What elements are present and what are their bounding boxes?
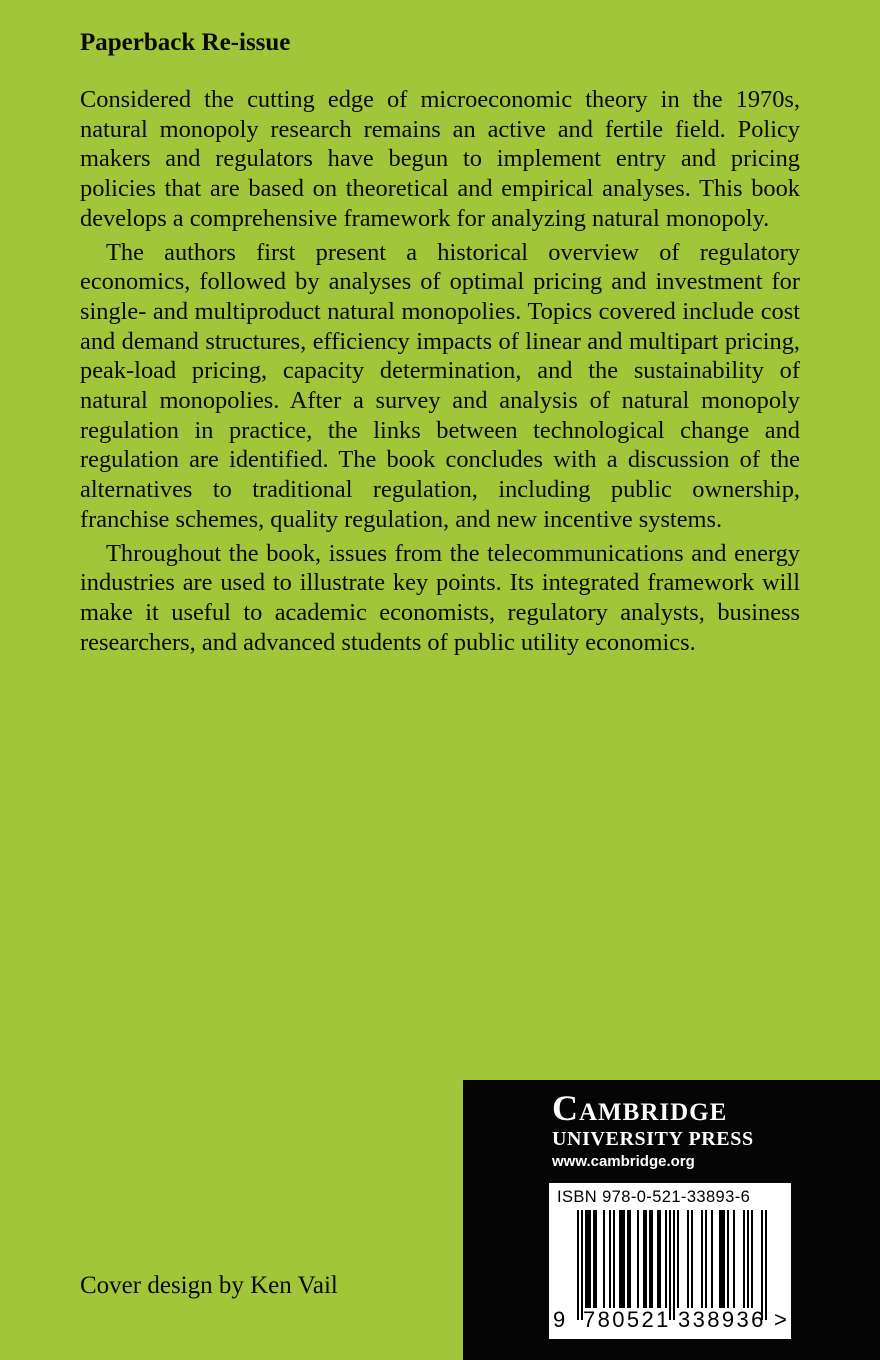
barcode-bar xyxy=(673,1210,675,1320)
barcode-bar xyxy=(747,1210,749,1308)
publisher-block xyxy=(463,1080,880,1360)
barcode-bar xyxy=(727,1210,729,1308)
barcode-right-group: 338936 xyxy=(678,1307,766,1332)
barcode-bar xyxy=(705,1210,707,1308)
barcode-bar xyxy=(587,1210,589,1308)
barcode-bar xyxy=(577,1210,579,1320)
barcode-bar xyxy=(719,1210,721,1308)
barcode-lead-digit: 9 xyxy=(553,1307,566,1332)
barcode-bar xyxy=(721,1210,723,1308)
barcode-bar xyxy=(665,1210,667,1308)
barcode-bar xyxy=(659,1210,661,1308)
barcode-bar xyxy=(593,1210,595,1308)
barcode-bar xyxy=(645,1210,647,1308)
isbn-label: ISBN 978-0-521-33893-6 xyxy=(557,1188,751,1206)
barcode-bar xyxy=(669,1210,671,1320)
barcode-bar xyxy=(761,1210,763,1320)
book-description xyxy=(80,85,800,661)
barcode-bar xyxy=(629,1210,631,1308)
barcode-bar xyxy=(619,1210,621,1308)
description-paragraph-1: Considered the cutting edge of microeconomic theory in the 1970s, natural monopoly research remains an active and fertile field. Policy makers and regulators have begun to implement entry and pricing policies that are based on theoretical and empirical analyses. This book develops a comprehensive framework for analyzing natural monopoly. xyxy=(80,86,800,232)
barcode-bar xyxy=(609,1210,611,1308)
barcode-end-mark: > xyxy=(774,1307,787,1332)
barcode-left-group: 780521 xyxy=(583,1307,671,1332)
publisher-name: Cambridge xyxy=(552,1088,728,1128)
publisher-url[interactable]: www.cambridge.org xyxy=(552,1153,695,1170)
barcode-bar xyxy=(649,1210,651,1308)
description-paragraph-3: Throughout the book, issues from the telecommunications and energy industries are used to illustrate key points. Its integrated framework will make it useful to academic economists, regulatory analysts, business researchers, and advanced students of public utility economics. xyxy=(80,539,800,656)
barcode-bar xyxy=(651,1210,653,1308)
barcode-bar xyxy=(687,1210,689,1308)
barcode-bar xyxy=(623,1210,625,1308)
barcode-bar xyxy=(743,1210,745,1308)
barcode-bar xyxy=(723,1210,725,1308)
barcode-bar xyxy=(595,1210,597,1308)
description-paragraph-2: The authors first present a historical overview of regulatory economics, followed by analyses of optimal pricing and investment for single- and multiproduct natural monopolies. Topics covered include cost and demand structures, efficiency impacts of linear and multipart pricing, peak-load pricing, capacity determination, and the sustainability of natural monopolies. After a survey and analysis of natural monopoly regulation in practice, the links between technological change and regulation are identified. The book concludes with a discussion of the alternatives to traditional regulation, including public ownership, franchise schemes, quality regulation, and new incentive systems. xyxy=(80,238,800,533)
barcode-bar xyxy=(585,1210,587,1308)
publisher-subtitle: UNIVERSITY PRESS xyxy=(552,1128,754,1150)
barcode-bar xyxy=(637,1210,639,1308)
barcode-bar xyxy=(657,1210,659,1308)
barcode-box xyxy=(549,1183,791,1339)
barcode-bar xyxy=(711,1210,713,1308)
barcode-bar xyxy=(751,1210,753,1308)
barcode-bar xyxy=(627,1210,629,1308)
barcode-bar xyxy=(581,1210,583,1320)
barcode-bar xyxy=(621,1210,623,1308)
barcode-bar xyxy=(613,1210,615,1308)
barcode-bar xyxy=(733,1210,735,1308)
barcode-bar xyxy=(677,1210,679,1308)
barcode-bar xyxy=(603,1210,605,1308)
cover-design-credit: Cover design by Ken Vail xyxy=(80,1272,338,1299)
barcode-bar xyxy=(589,1210,591,1308)
reissue-label: Paperback Re-issue xyxy=(80,29,291,56)
barcode-bar xyxy=(765,1210,767,1320)
barcode-bar xyxy=(691,1210,693,1308)
barcode-bar xyxy=(701,1210,703,1308)
barcode-bar xyxy=(643,1210,645,1308)
